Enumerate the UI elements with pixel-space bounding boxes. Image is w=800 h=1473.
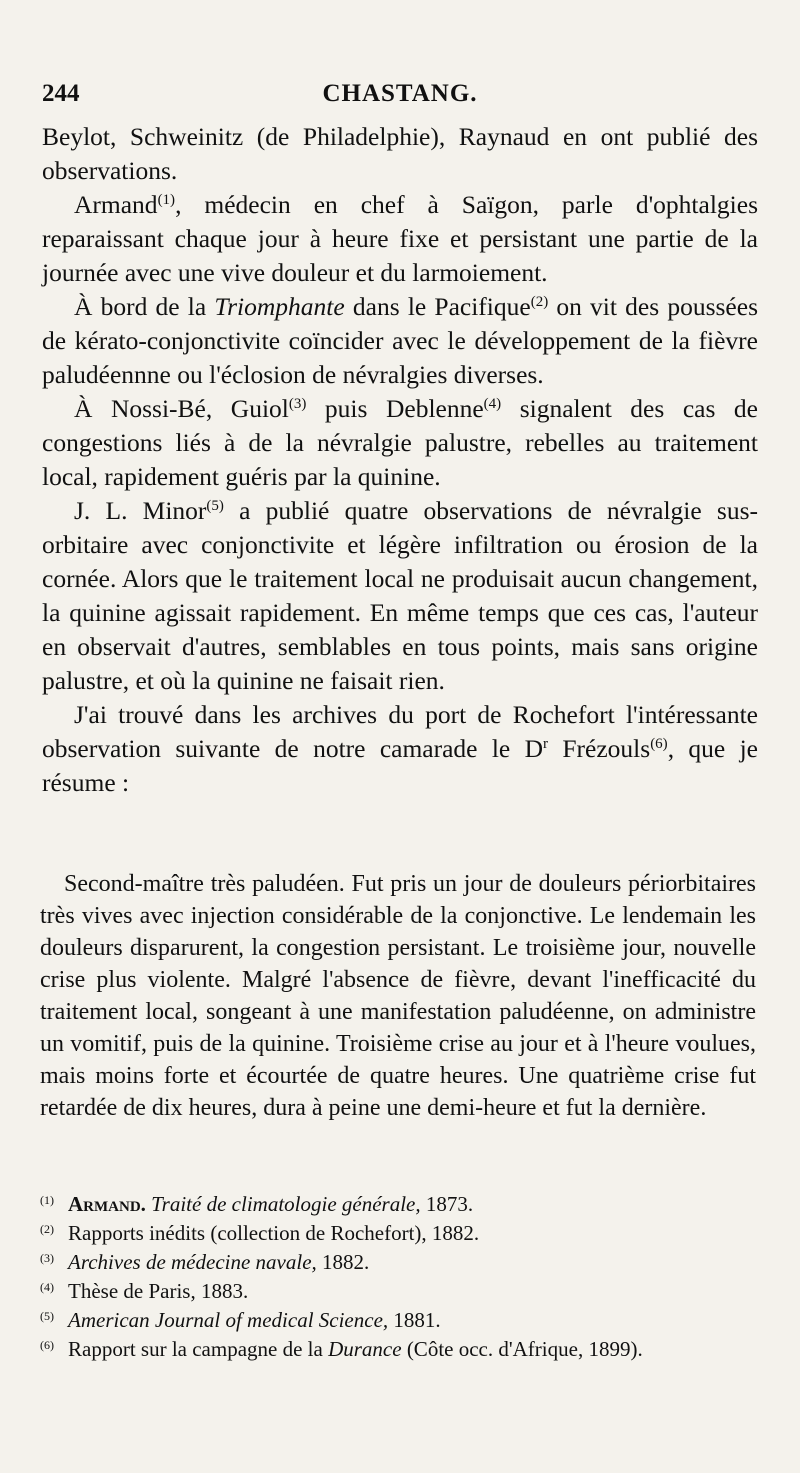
text-run: signalent des cas de congestions liés à de la névralgie palustre, rebelles au traitement local, rapidement guéris par la quinine. <box>42 394 759 491</box>
footnote-text: 1873. <box>420 1192 474 1216</box>
footnote-ref: (3) <box>288 396 307 412</box>
text-run: on vit des poussées de kérato-conjonctivite coïncider avec le développement de la fièvre paludéennne ou l'éclosion de névralgies diverses. <box>42 292 758 389</box>
footnote-ref: (5) <box>206 498 224 514</box>
footnote-text: Thèse de Paris, 1883. <box>68 1279 249 1303</box>
page-number: 244 <box>42 80 80 107</box>
ship-name: Triomphante <box>214 292 345 321</box>
text-run: , que je résume : <box>42 734 758 797</box>
doctor-abbrev: r <box>543 736 549 752</box>
footnotes <box>40 1190 756 1364</box>
page-header <box>42 80 758 114</box>
footnote-4: $^{(4)}$ Thèse de Paris, 1883. <box>40 1279 249 1303</box>
main-text <box>42 120 758 800</box>
text-run: , médecin en chef à Saïgon, parle d'ophtalgies reparaissant chaque jour à heure fixe et persistant une partie de la journée avec une vive douleur et du larmoiement. <box>42 190 758 287</box>
ship-name: Durance <box>328 1337 402 1361</box>
footnote-6: $^{(6)}$ Rapport sur la campagne de la Durance (Côte occ. d'Afrique, 1899). <box>40 1337 643 1361</box>
text-run: À bord de la <box>74 292 215 321</box>
text-run: J. L. Minor <box>74 496 207 525</box>
text-run: a publié quatre observations de névralgie sus-orbitaire avec conjonctivite et légère infiltration ou érosion de la cornée. Alors que le traitement local ne produisait aucun changement, la quinine agissait rapidement. En même temps que ces cas, l'auteur en observait d'autres, semblables en tous points, mais sans origine palustre, et où la quinine ne faisait rien. <box>42 496 759 695</box>
footnote-text: 1882. <box>316 1250 370 1274</box>
paragraph-4 <box>42 392 758 494</box>
running-title: CHASTANG. <box>322 80 478 107</box>
paragraph-2 <box>42 188 758 290</box>
footnote-ref: (2) <box>530 294 549 310</box>
footnote-2: $^{(2)}$ Rapports inédits (collection de Rochefort), 1882. <box>40 1221 480 1245</box>
text-run: puis Deblenne <box>306 394 484 423</box>
text-run: À Nossi-Bé, Guiol <box>74 394 289 423</box>
paragraph-1: Beylot, Schweinitz (de Philadelphie), Raynaud en ont publié des observations. <box>42 122 758 185</box>
case-summary-text: Second-maître très paludéen. Fut pris un jour de douleurs périorbitaires très vives avec injection considérable de la conjonctive. Le lendemain les douleurs disparurent, la congestion persistant. Le troisième jour, nouvelle crise plus violente. Malgré l'absence de fièvre, devant l'inefficacité du traitement local, songeant à une manifestation paludéenne, on administre un vomitif, puis de la quinine. Troisième crise au jour et à l'heure voulues, mais moins forte et écourtée de quatre heures. Une quatrième crise fut retardée de dix heures, dura à peine une demi-heure et fut la dernière. <box>40 871 756 1121</box>
text-run: dans le Pacifique <box>344 292 531 321</box>
footnote-title: American Journal of medical Science, <box>68 1308 389 1332</box>
footnote-text: Rapport sur la campagne de la <box>68 1337 329 1361</box>
footnote-title: Traité de climatologie générale, <box>151 1192 421 1216</box>
paragraph-3 <box>42 290 758 392</box>
footnote-ref: (6) <box>650 736 668 752</box>
paragraph-5 <box>42 494 758 698</box>
footnote-text: Rapports inédits (collection de Rochefort), 1882. <box>68 1221 480 1245</box>
case-summary <box>40 868 756 1124</box>
footnote-ref: (1) <box>157 192 176 208</box>
footnote-3: $^{(3)}$ Archives de médecine navale, 1882. <box>40 1250 370 1274</box>
footnote-ref: (4) <box>483 396 502 412</box>
text-run: Frézouls <box>548 734 651 763</box>
footnote-author: Armand. <box>68 1192 146 1216</box>
footnote-1: $^{(1)}$ Armand. Traité de climatologie générale, 1873. <box>40 1192 474 1216</box>
footnote-5: $^{(5)}$ American Journal of medical Science, 1881. <box>40 1308 441 1332</box>
footnote-title: Archives de médecine navale, <box>68 1250 317 1274</box>
text-run: Armand <box>74 190 158 219</box>
footnote-text: (Côte occ. d'Afrique, 1899). <box>401 1337 643 1361</box>
text-run: J'ai trouvé dans les archives du port de Rochefort l'intéressante observation suivante de notre camarade le D <box>42 700 758 763</box>
paragraph-6 <box>42 698 758 800</box>
footnote-text: 1881. <box>388 1308 441 1332</box>
